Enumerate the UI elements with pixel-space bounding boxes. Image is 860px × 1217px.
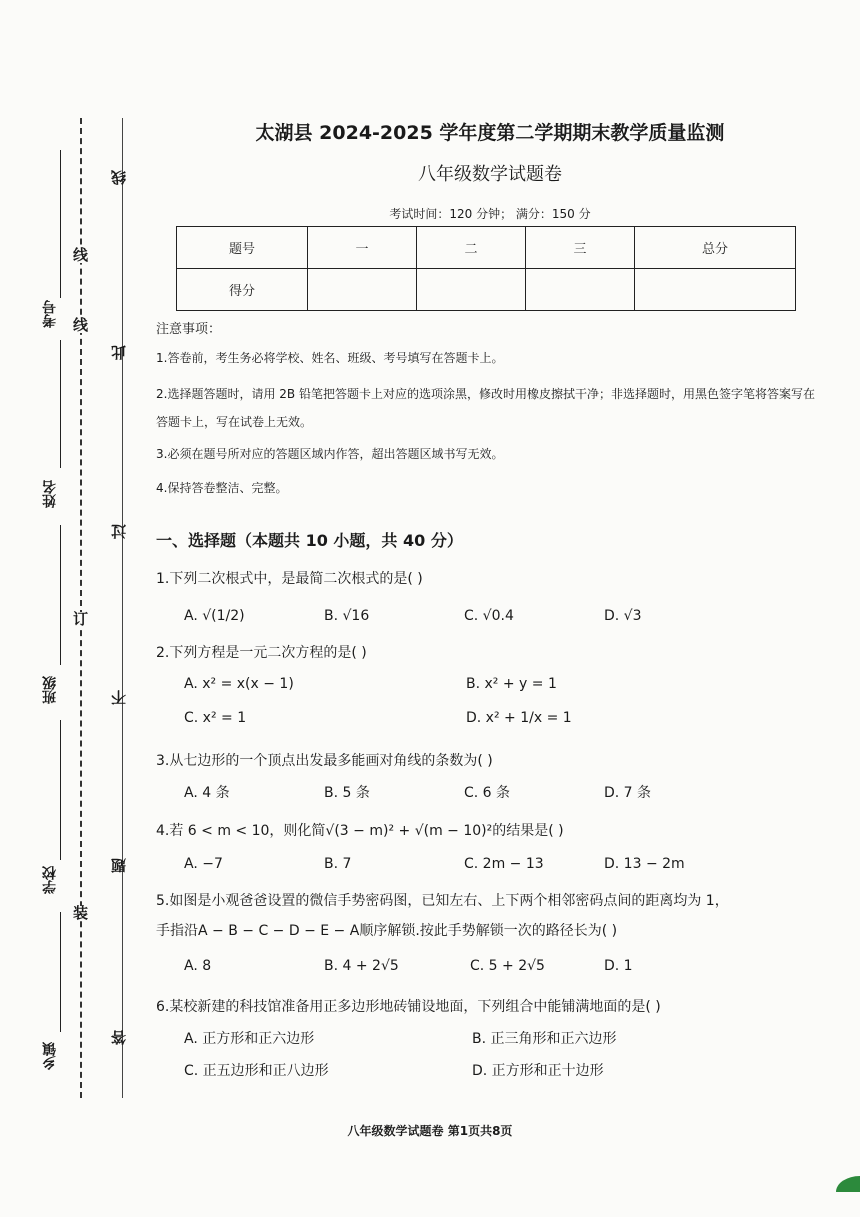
score-cell-empty — [526, 269, 635, 311]
field-line-town — [60, 912, 61, 1032]
score-cell-sec1: 一 — [308, 227, 417, 269]
question-5-option-d: D. 1 — [604, 958, 633, 974]
label-name: 姓名 — [42, 480, 58, 508]
question-3-option-a: A. 4 条 — [184, 785, 230, 801]
field-line-school — [60, 720, 61, 860]
question-4-option-a: A. −7 — [184, 856, 223, 872]
score-table-header-row — [177, 227, 796, 269]
question-3-stem: 3.从七边形的一个顶点出发最多能画对角线的条数为( ) — [156, 753, 493, 769]
question-3-option-b: B. 5 条 — [324, 785, 370, 801]
exam-info: 考试时间：120 分钟； 满分：150 分 — [389, 207, 591, 221]
question-5-option-b: B. 4 + 2√5 — [324, 958, 399, 974]
score-cell-empty — [308, 269, 417, 311]
warning-char-6: 答 — [110, 1030, 128, 1045]
question-6-option-d: D. 正方形和正十边形 — [472, 1063, 604, 1079]
notes-heading: 注意事项： — [156, 322, 222, 337]
score-cell-empty — [417, 269, 526, 311]
warning-char-2: 此 — [110, 345, 128, 360]
warning-char-3: 过 — [110, 524, 128, 539]
score-table-score-row — [177, 269, 796, 311]
label-class: 班级 — [42, 676, 58, 704]
note-item: 3.必须在题号所对应的答题区域内作答，超出答题区域书写无效。 — [156, 447, 504, 461]
exam-title: 太湖县 2024-2025 学年度第二学期期末教学质量监测 — [255, 122, 725, 144]
score-cell-empty — [635, 269, 796, 311]
field-line-class — [60, 525, 61, 665]
field-line-kaohao — [60, 150, 61, 298]
page-curl-corner — [836, 1176, 860, 1192]
seal-mark-ding: 订 — [73, 610, 89, 628]
note-item: 1.答卷前，考生务必将学校、姓名、班级、考号填写在答题卡上。 — [156, 351, 504, 365]
score-cell-score-label: 得分 — [177, 269, 308, 311]
question-5-stem-line2: 手指沿A − B − C − D − E − A顺序解锁.按此手势解锁一次的路径长为( ) — [156, 923, 618, 939]
question-6-stem: 6.某校新建的科技馆准备用正多边形地砖铺设地面，下列组合中能铺满地面的是( ) — [156, 999, 661, 1015]
note-item: 2.选择题答题时，请用 2B 铅笔把答题卡上对应的选项涂黑，修改时用橡皮擦拭干净；非选择题时，用黑色签字笔将答案写在答题卡上，写在试卷上无效。 — [156, 387, 815, 429]
warning-char-4: 不 — [110, 690, 128, 705]
question-5-stem: 5.如图是小观爸爸设置的微信手势密码图，已知左右、上下两个相邻密码点间的距离均为 1， — [156, 893, 729, 909]
question-1-option-c: C. √0.4 — [464, 608, 514, 624]
warning-char-1: 线 — [110, 170, 128, 185]
question-4-option-b: B. 7 — [324, 856, 352, 872]
question-6-option-b: B. 正三角形和正六边形 — [472, 1031, 617, 1047]
question-6-option-a: A. 正方形和正六边形 — [184, 1031, 315, 1047]
section-title: 一、选择题（本题共 10 小题，共 40 分） — [156, 531, 463, 550]
label-kaohao: 考号 — [42, 300, 58, 328]
question-5-option-a: A. 8 — [184, 958, 212, 974]
seal-dashed-line — [80, 118, 82, 1098]
seal-mark-zhuang: 装 — [73, 904, 89, 922]
page-footer: 八年级数学试题卷 第1页共8页 — [347, 1124, 513, 1138]
question-1-option-b: B. √16 — [324, 608, 370, 624]
score-cell-sec2: 二 — [417, 227, 526, 269]
exam-subtitle: 八年级数学试题卷 — [418, 164, 562, 185]
question-4-option-c: C. 2m − 13 — [464, 856, 544, 872]
question-2-option-b: B. x² + y = 1 — [466, 676, 557, 692]
question-1-option-d: D. √3 — [604, 608, 642, 624]
question-2-option-d: D. x² + 1/x = 1 — [466, 710, 572, 726]
warning-char-5: 题 — [110, 858, 128, 873]
question-4-option-d: D. 13 − 2m — [604, 856, 685, 872]
question-3-option-d: D. 7 条 — [604, 785, 652, 801]
score-cell-sec3: 三 — [526, 227, 635, 269]
question-6-option-c: C. 正五边形和正八边形 — [184, 1063, 329, 1079]
score-cell-total: 总分 — [635, 227, 796, 269]
margin-rule — [122, 118, 123, 1098]
seal-mark-line-1: 线 — [73, 246, 89, 264]
field-line-name — [60, 340, 61, 468]
question-2-option-c: C. x² = 1 — [184, 710, 247, 726]
question-2-option-a: A. x² = x(x − 1) — [184, 676, 294, 692]
label-school: 学校 — [42, 866, 58, 894]
note-item: 4.保持答卷整洁、完整。 — [156, 481, 288, 495]
question-4-stem: 4.若 6 < m < 10，则化简√(3 − m)² + √(m − 10)²的结果是( ) — [156, 823, 564, 839]
score-cell-label: 题号 — [177, 227, 308, 269]
question-2-stem: 2.下列方程是一元二次方程的是( ) — [156, 645, 367, 661]
question-3-option-c: C. 6 条 — [464, 785, 511, 801]
question-1-stem: 1.下列二次根式中，是最简二次根式的是( ) — [156, 571, 423, 587]
label-town: 乡镇 — [42, 1042, 58, 1070]
seal-mark-line-2: 线 — [73, 316, 89, 334]
question-5-option-c: C. 5 + 2√5 — [470, 958, 545, 974]
score-table — [176, 226, 796, 311]
question-1-option-a: A. √(1/2) — [184, 608, 245, 624]
